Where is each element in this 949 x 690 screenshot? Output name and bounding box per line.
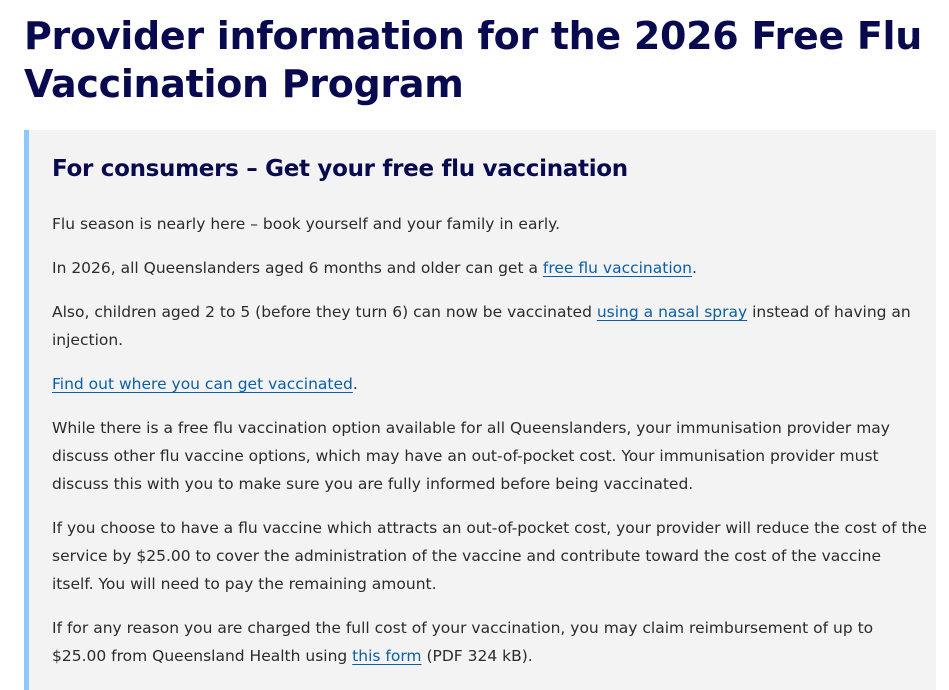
paragraph-flu-season: Flu season is nearly here – book yourself and your family in early. <box>52 215 561 233</box>
paragraph-reimbursement <box>52 614 927 670</box>
find-vaccination-location-link[interactable]: Find out where you can get vaccinated <box>52 375 353 393</box>
paragraph-find-location <box>52 370 927 398</box>
callout-heading: For consumers – Get your free flu vaccination <box>52 156 628 182</box>
page-title: Provider information for the 2026 Free Flu Vaccination Program <box>24 14 923 106</box>
paragraph-text: . <box>691 259 697 277</box>
paragraph-text: . <box>352 375 358 393</box>
paragraph-out-of-pocket: If you choose to have a flu vaccine which attracts an out-of-pocket cost, your provider will reduce the cost of the service by $25.00 to cover the administration of the vaccine and contribute toward the cost of the vaccine itself. You will need to pay the remaining amount. <box>52 519 927 593</box>
paragraph-text: If for any reason you are charged the full cost of your vaccination, you may claim reimbursement of up to $25.00 from Queensland Health using <box>52 619 874 665</box>
consumer-info-callout <box>24 130 936 690</box>
paragraph-other-options: While there is a free flu vaccination option available for all Queenslanders, your immunisation provider may discuss other flu vaccine options, which may have an out-of-pocket cost. Your immunisation provider must discuss this with you to make sure you are fully informed before being vaccinated. <box>52 419 890 493</box>
paragraph-nasal-spray <box>52 298 927 354</box>
paragraph-text: Also, children aged 2 to 5 (before they turn 6) can now be vaccinated <box>52 303 597 321</box>
free-flu-vaccination-link[interactable]: free flu vaccination <box>542 259 692 277</box>
paragraph-eligibility <box>52 254 927 282</box>
paragraph-text: In 2026, all Queenslanders aged 6 months and older can get a <box>52 259 543 277</box>
paragraph-text: (PDF 324 kB). <box>421 647 533 665</box>
nasal-spray-link[interactable]: using a nasal spray <box>596 303 748 321</box>
reimbursement-form-link[interactable]: this form <box>352 647 422 665</box>
paragraph-text: instead of having an injection. <box>52 303 911 349</box>
